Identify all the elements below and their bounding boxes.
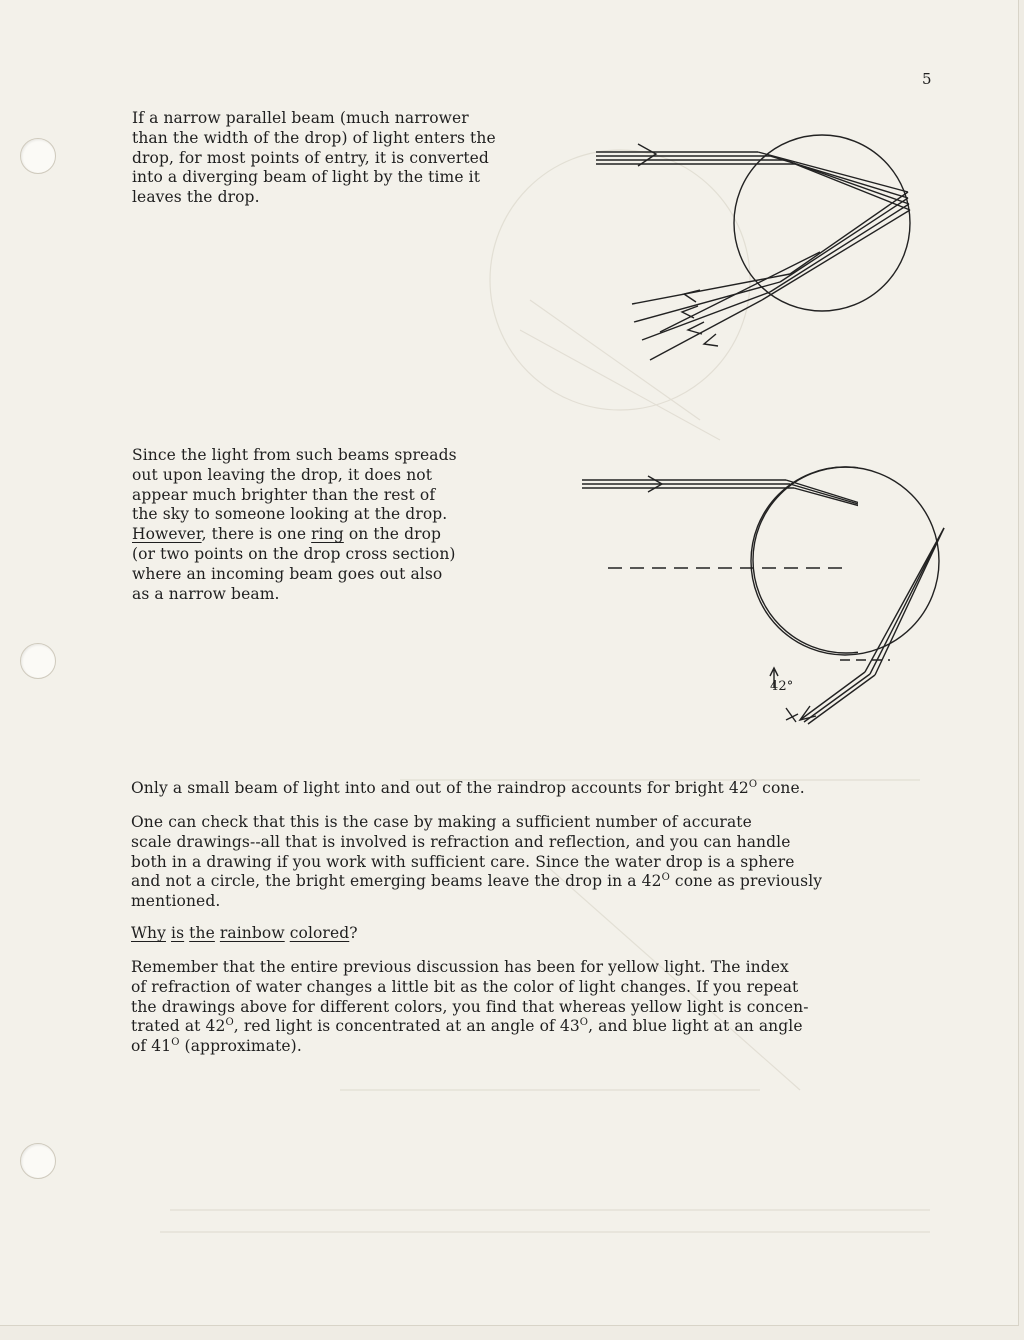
paragraph-small-beam: Only a small beam of light into and out of the raindrop accounts for bright $42^O$ cone.: [131, 778, 805, 797]
raindrop-circle: [751, 467, 939, 655]
raindrop-circle: [734, 135, 910, 311]
diagram-diverging-beam: [590, 122, 920, 372]
paragraph-ring-on-drop: Since the light from such beams spreads out upon leaving the drop, it does not appear much brighter than the rest of the sky to someone looking at the drop. However, there is one ring on the drop (or two points on the drop cross section) where an incoming beam goes out also as a narrow beam.: [132, 446, 457, 603]
paragraph-scale-drawings: One can check that this is the case by making a sufficient number of accurate scale drawings--all that is involved is refraction and reflection, and you can handle both in a drawing if you work with sufficient care. Since the water drop is a sphere and not a circle, the bright emerging beams leave the drop in a $42^O$ cone as previously mentioned.: [131, 813, 823, 911]
diagram-42-degree-drop: [740, 462, 970, 742]
page-number: 5: [922, 70, 932, 88]
paragraph-index-of-refraction: Remember that the entire previous discussion has been for yellow light. The index of refraction of water changes a little bit as the color of light changes. If you repeat the drawings above for different colors, you find that whereas yellow light is concen- trated at $42^O$, red light is concentrated at an angle of $43^O$, and blue light at an angle of $41^O$ (approximate).: [131, 958, 809, 1056]
angle-label-42: 42°: [770, 679, 794, 694]
heading-why-colored: Why is the rainbow colored?: [131, 924, 358, 942]
paragraph-diverging-beam: If a narrow parallel beam (much narrower than the width of the drop) of light enters the drop, for most points of entry, it is converted into a diverging beam of light by the time it leaves the drop.: [132, 109, 496, 207]
